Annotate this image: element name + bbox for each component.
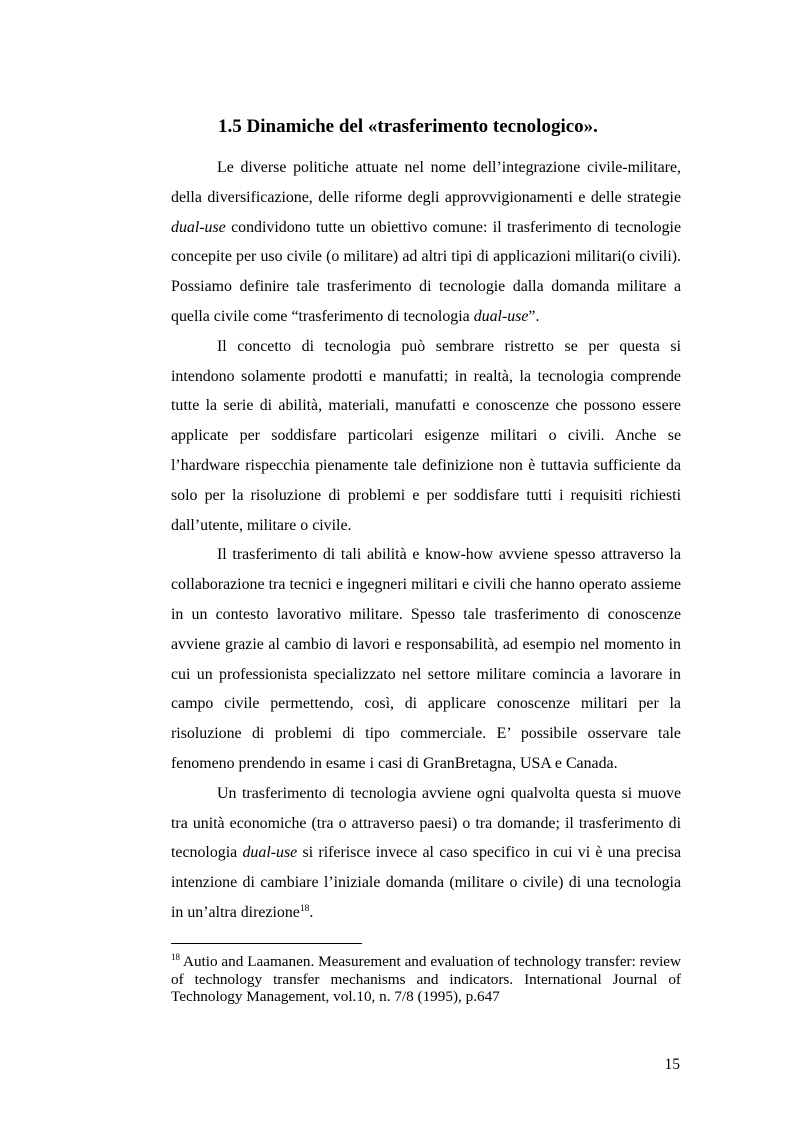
- paragraph-text: si riferisce invece al caso specifico in cui vi è una precisa intenzione di cambiare l’iniziale domanda (militare o civile) di una tecnologia in un’altra direzione: [171, 844, 681, 921]
- paragraph-4: [171, 779, 681, 928]
- paragraph-2: [171, 332, 681, 541]
- italic-term: dual-use: [473, 307, 529, 325]
- footnote-divider: [171, 943, 362, 944]
- paragraph-text: Le diverse politiche attuate nel nome dell’integrazione civile-militare, della diversificazione, delle riforme degli approvvigionamenti e delle strategie: [171, 159, 681, 206]
- paragraph-text: ”.: [528, 307, 540, 325]
- page-number: 15: [664, 1056, 680, 1073]
- italic-term: dual-use: [242, 844, 298, 862]
- paragraph-text: Il trasferimento di tali abilità e know-how avviene spesso attraverso la collaborazione tra tecnici e ingegneri militari e civili che hanno operato assieme in un contesto lavorativo militare. Spesso tale trasferimento di conoscenze avviene grazie al cambio di lavori e responsabilità, ad esempio nel momento in cui un professionista specializzato nel settore militare comincia a lavorare in campo civile permettendo, così, di applicare conoscenze militari per la risoluzione di problemi di tipo commerciale. E’ possibile osservare tale fenomeno prendendo in esame i casi di GranBretagna, USA e Canada.: [171, 546, 681, 772]
- paragraph-3: [171, 540, 681, 778]
- paragraph-1: [171, 153, 681, 332]
- italic-term: dual-use: [171, 218, 226, 236]
- paragraph-text: condividono tutte un obiettivo comune: il trasferimento di tecnologie concepite per uso civile (o militare) ad altri tipi di applicazioni militari(o civili). Possiamo definire tale trasferimento di tecnologie dalla domanda militare a quella civile come “trasferimento di tecnologia: [171, 218, 681, 325]
- footnote-text: Autio and Laamanen. Measurement and evaluation of technology transfer: review of technology transfer mechanisms and indicators. International Journal of Technology Management, vol.10, n. 7/8 (1995), p.647: [171, 953, 681, 1006]
- section-heading: 1.5 Dinamiche del «trasferimento tecnologico».: [218, 116, 598, 137]
- main-text: [171, 113, 681, 928]
- footnote-reference[interactable]: 18: [299, 903, 310, 914]
- footnote: [171, 953, 681, 1006]
- footnote-number: 18: [171, 952, 180, 962]
- paragraph-text: Il concetto di tecnologia può sembrare ristretto se per questa si intendono solamente prodotti e manufatti; in realtà, la tecnologia comprende tutte la serie di abilità, materiali, manufatti e conoscenze che possono essere applicate per soddisfare particolari esigenze militari o civili. Anche se l’hardware rispecchia pienamente tale definizione non è tuttavia sufficiente da solo per la risoluzione di problemi e per soddisfare tutti i requisiti richiesti dall’utente, militare o civile.: [171, 337, 681, 534]
- paragraph-text: .: [309, 903, 314, 921]
- paragraph-text: Un trasferimento di tecnologia avviene ogni qualvolta questa si muove tra unità economiche (tra o attraverso paesi) o tra domande; il trasferimento di tecnologia: [171, 784, 681, 862]
